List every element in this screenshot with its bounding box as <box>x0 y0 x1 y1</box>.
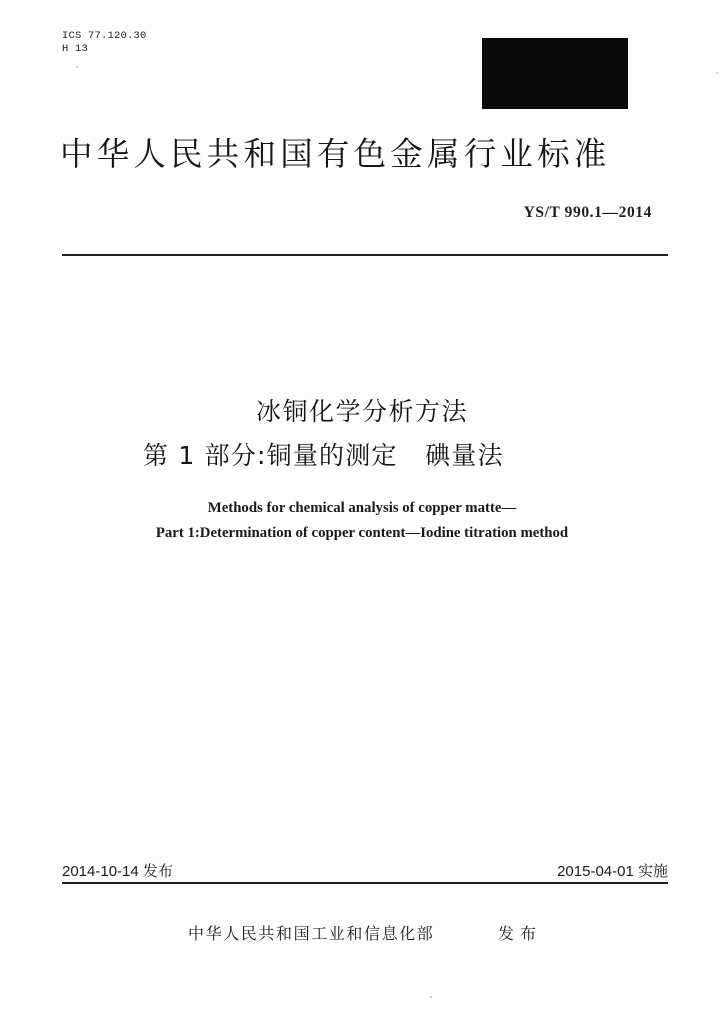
classification-codes <box>62 30 147 56</box>
chinese-title-line-1: 冰铜化学分析方法 <box>255 397 468 426</box>
scan-speck <box>430 996 432 998</box>
standard-category-title: 中华人民共和国有色金属行业标准 <box>60 135 611 173</box>
english-title-line-2: Part 1:Determination of copper content—Iodine titration method <box>155 525 569 541</box>
implementation-date: 2015-04-01 实施 <box>557 863 668 880</box>
top-divider <box>62 254 668 256</box>
standard-number: YS/T 990.1—2014 <box>523 204 652 221</box>
chinese-title-line-2: 第 1 部分:铜量的测定 碘量法 <box>143 441 504 470</box>
english-title-line-1: Methods for chemical analysis of copper matte— <box>207 500 517 516</box>
scan-speck <box>76 66 78 68</box>
ics-code: ICS 77.120.30 <box>62 30 147 42</box>
redaction-block <box>482 38 628 109</box>
publisher-name: 中华人民共和国工业和信息化部 <box>188 924 435 943</box>
issue-date: 2014-10-14 发布 <box>62 863 173 880</box>
h-code: H 13 <box>62 43 89 55</box>
scan-speck <box>716 72 718 74</box>
bottom-divider <box>62 882 668 884</box>
publisher-action: 发布 <box>498 924 543 943</box>
